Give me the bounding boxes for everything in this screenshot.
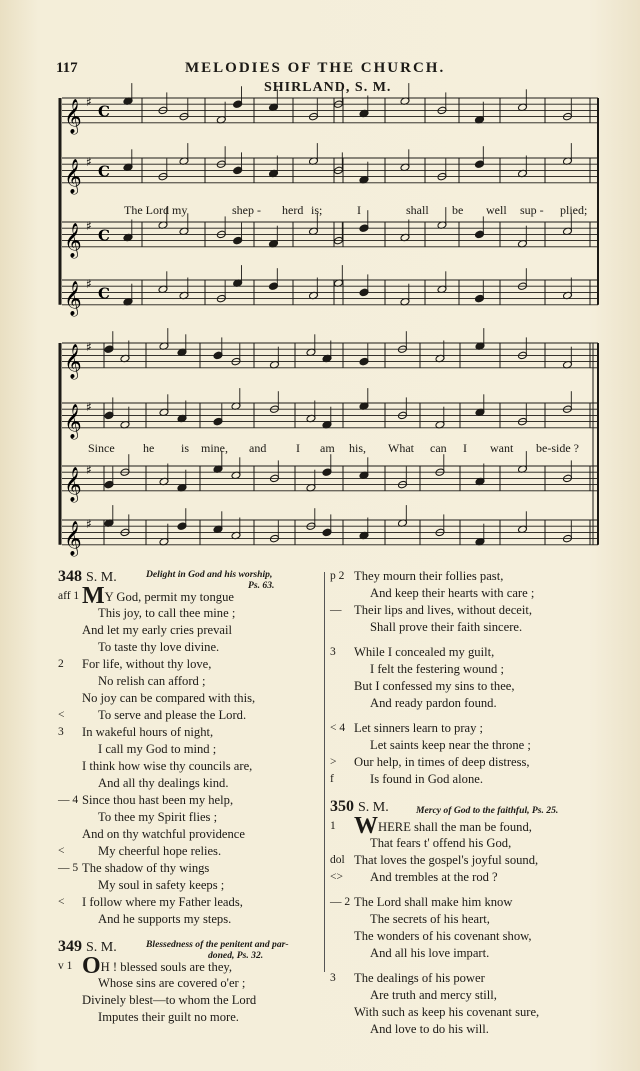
- verse-line: [330, 737, 630, 754]
- verse-line: [58, 622, 320, 639]
- verse-text: Let saints keep near the throne ;: [370, 738, 531, 752]
- verse-text: In wakeful hours of night,: [82, 725, 214, 739]
- verse-text: To taste thy love divine.: [98, 640, 220, 654]
- verse-line: [330, 945, 630, 962]
- verse-text: Y God, permit my tongue: [104, 590, 234, 604]
- verse-text: And trembles at the rod ?: [370, 870, 498, 884]
- verse-text: Whose sins are covered o'er ;: [98, 976, 246, 990]
- hymn-subtitle: Mercy of God to the faithful, Ps. 25.: [416, 805, 559, 816]
- key-signature-sharp: ♯: [86, 277, 92, 292]
- verse-text: To serve and please the Lord.: [98, 708, 247, 722]
- verse-line: [330, 894, 630, 911]
- hymn-349-continued: [330, 568, 630, 788]
- dynamic-mark: 1: [330, 820, 336, 832]
- verse-line: [58, 1009, 320, 1026]
- verse-text: The Lord shall make him know: [354, 895, 513, 909]
- verse-line: [58, 826, 320, 843]
- verse-line: [330, 1004, 630, 1021]
- verse-line: [330, 619, 630, 636]
- verse-text: While I concealed my guilt,: [354, 645, 495, 659]
- key-signature-sharp: ♯: [86, 340, 92, 355]
- drop-initial: M: [82, 583, 105, 609]
- verse-line: [330, 602, 630, 619]
- verse-line: [58, 605, 320, 622]
- time-signature: C: [98, 284, 110, 303]
- dynamic-mark: aff 1: [58, 590, 80, 602]
- lyric-syllable: shall: [406, 203, 429, 217]
- dynamic-mark: 3: [58, 726, 64, 738]
- treble-clef: 𝄞: [64, 158, 82, 194]
- verse-text: That loves the gospel's joyful sound,: [354, 853, 539, 867]
- verse-line: [58, 809, 320, 826]
- lyric-syllable: sup -: [520, 203, 544, 217]
- verse-text: With such as keep his covenant sure,: [354, 1005, 540, 1019]
- verse-text: H ! blessed souls are they,: [100, 960, 233, 974]
- verse-text: The secrets of his heart,: [370, 912, 490, 926]
- verse-text: And all his love impart.: [370, 946, 490, 960]
- hymn-subtitle: Delight in God and his worship,: [146, 569, 273, 580]
- lyric-syllable: is;: [311, 203, 323, 217]
- verse-line: [330, 678, 630, 695]
- verse-text: And keep their hearts with care ;: [370, 586, 535, 600]
- verse-text: Is found in God alone.: [370, 772, 483, 786]
- verse-line: [330, 644, 630, 661]
- verse-line: [330, 695, 630, 712]
- verse-text: And ready pardon found.: [370, 696, 497, 710]
- dynamic-mark: <: [58, 709, 65, 721]
- column-divider: [324, 572, 325, 972]
- verse-line: [58, 843, 320, 860]
- dynamic-mark: —: [330, 604, 342, 616]
- verse-line: [58, 975, 320, 992]
- verse-line: [58, 656, 320, 673]
- lyric-syllable: am: [320, 441, 335, 455]
- verse-line: [58, 860, 320, 877]
- verse-text: Their lips and lives, without deceit,: [354, 603, 533, 617]
- lyric-syllable: mine,: [201, 441, 228, 455]
- verse-line: [58, 758, 320, 775]
- lyric-syllable: is: [181, 441, 190, 455]
- verse-line: [330, 852, 630, 869]
- verse-line: [330, 720, 630, 737]
- verse-text: And let my early cries prevail: [82, 623, 233, 637]
- verse-line: [58, 707, 320, 724]
- drop-initial: W: [354, 813, 378, 839]
- dynamic-mark: f: [330, 773, 334, 785]
- dynamic-mark: — 5: [58, 862, 79, 874]
- treble-clef: 𝄞: [64, 403, 82, 439]
- lyric-syllable: can: [430, 441, 447, 455]
- lyric-syllable: Since: [88, 441, 115, 455]
- hymn-number: 349: [58, 938, 82, 955]
- verse-text: And love to do his will.: [370, 1022, 489, 1036]
- verse-line: [58, 911, 320, 928]
- verse-line: [330, 911, 630, 928]
- lyric-syllable: shep -: [232, 203, 261, 217]
- verse-line: [58, 792, 320, 809]
- hymn-350-text: [330, 813, 630, 1038]
- verse-text: Imputes their guilt no more.: [98, 1010, 239, 1024]
- verse-line: [58, 741, 320, 758]
- dynamic-mark: dol: [330, 854, 345, 866]
- verse-text: No relish can afford ;: [98, 674, 206, 688]
- key-signature-sharp: ♯: [86, 155, 92, 170]
- verse-text: And all thy dealings kind.: [98, 776, 229, 790]
- verse-text: And he supports my steps.: [98, 912, 232, 926]
- key-signature-sharp: ♯: [86, 95, 92, 110]
- dynamic-mark: < 4: [330, 722, 346, 734]
- verse-line: [330, 970, 630, 987]
- verse-line: [58, 877, 320, 894]
- verse-line: [330, 886, 630, 894]
- verse-text: I follow where my Father leads,: [82, 895, 243, 909]
- time-signature: C: [98, 102, 110, 121]
- hymn-meter: S. M.: [86, 940, 117, 955]
- lyric-syllable: want: [490, 441, 514, 455]
- dynamic-mark: v 1: [58, 960, 73, 972]
- verse-line: [330, 771, 630, 788]
- lyric-syllable: well: [486, 203, 507, 217]
- hymn-meter: S. M.: [86, 570, 117, 585]
- verse-line: [330, 712, 630, 720]
- lyric-syllable: be-side ?: [536, 441, 579, 455]
- verse-text: And on thy watchful providence: [82, 827, 245, 841]
- hymn-number: 348: [58, 568, 82, 585]
- verse-text: The dealings of his power: [354, 971, 485, 985]
- hymn-meter: S. M.: [358, 800, 389, 815]
- verse-line: [330, 754, 630, 771]
- verse-text: My cheerful hope relies.: [98, 844, 222, 858]
- key-signature-sharp: ♯: [86, 517, 92, 532]
- lyric-syllable: he: [143, 441, 155, 455]
- key-signature-sharp: ♯: [86, 400, 92, 415]
- treble-clef: 𝄞: [64, 280, 82, 316]
- time-signature: C: [98, 226, 110, 245]
- dynamic-mark: p 2: [330, 570, 345, 582]
- verse-line: [330, 585, 630, 602]
- treble-clef: 𝄞: [64, 466, 82, 502]
- verse-text: I call my God to mind ;: [98, 742, 217, 756]
- key-signature-sharp: ♯: [86, 219, 92, 234]
- lyric-syllable: The Lord my: [124, 203, 188, 217]
- dynamic-mark: 3: [330, 972, 336, 984]
- verse-line: [58, 992, 320, 1009]
- verse-text: I felt the festering wound ;: [370, 662, 504, 676]
- left-column: [58, 568, 320, 1026]
- lyric-syllable: plied;: [560, 203, 588, 217]
- verse-text: They mourn their follies past,: [354, 569, 504, 583]
- lyric-syllable: What: [388, 441, 414, 455]
- verse-line: [330, 568, 630, 585]
- verse-text: Since thou hast been my help,: [82, 793, 234, 807]
- lyric-syllable: I: [463, 441, 467, 455]
- hymn-subtitle-ref: Ps. 63.: [248, 580, 275, 591]
- verse-text: My soul in safety keeps ;: [98, 878, 225, 892]
- verse-text: For life, without thy love,: [82, 657, 212, 671]
- verse-text: This joy, to call thee mine ;: [98, 606, 236, 620]
- page-number: 117: [56, 60, 78, 76]
- dynamic-mark: <: [58, 896, 65, 908]
- key-signature-sharp: ♯: [86, 463, 92, 478]
- verse-line: [58, 894, 320, 911]
- running-title: MELODIES OF THE CHURCH.: [185, 60, 446, 76]
- right-column: [330, 568, 630, 1038]
- dynamic-mark: 2: [58, 658, 64, 670]
- verse-text: No joy can be compared with this,: [82, 691, 256, 705]
- verse-line: [58, 639, 320, 656]
- verse-text: That fears t' offend his God,: [370, 836, 512, 850]
- verse-text: To thee my Spirit flies ;: [98, 810, 218, 824]
- verse-line: [330, 962, 630, 970]
- tune-title: SHIRLAND, S. M.: [264, 80, 392, 95]
- verse-line: [330, 813, 630, 839]
- verse-text: The shadow of thy wings: [82, 861, 210, 875]
- dynamic-mark: <: [58, 845, 65, 857]
- verse-text: Let sinners learn to pray ;: [354, 721, 484, 735]
- verse-line: [330, 636, 630, 644]
- verse-line: [330, 987, 630, 1004]
- staff-systems: [60, 83, 598, 557]
- hymn-subtitle: Blessedness of the penitent and par-: [146, 939, 289, 950]
- lyric-syllable: I: [296, 441, 300, 455]
- lyric-syllable: and: [249, 441, 267, 455]
- verse-text: Divinely blest—to whom the Lord: [82, 993, 257, 1007]
- verse-line: [58, 690, 320, 707]
- treble-clef: 𝄞: [64, 98, 82, 134]
- lyric-syllable: be: [452, 203, 464, 217]
- verse-text: But I confessed my sins to thee,: [354, 679, 515, 693]
- verse-line: [330, 869, 630, 886]
- dynamic-mark: <>: [330, 871, 343, 883]
- treble-clef: 𝄞: [64, 343, 82, 379]
- lyric-syllable: his,: [349, 441, 367, 455]
- verse-line: [330, 928, 630, 945]
- drop-initial: O: [82, 953, 101, 979]
- verse-text: I think how wise thy councils are,: [82, 759, 253, 773]
- verse-text: Our help, in times of deep distress,: [354, 755, 530, 769]
- treble-clef: 𝄞: [64, 520, 82, 556]
- verse-text: Shall prove their faith sincere.: [370, 620, 523, 634]
- time-signature: C: [98, 162, 110, 181]
- dynamic-mark: >: [330, 756, 337, 768]
- verse-line: [330, 835, 630, 852]
- verse-text: HERE shall the man be found,: [378, 820, 532, 834]
- treble-clef: 𝄞: [64, 222, 82, 258]
- hymn-number: 350: [330, 798, 354, 815]
- verse-line: [330, 661, 630, 678]
- lyric-syllable: herd: [282, 203, 304, 217]
- hymn-subtitle-ref: doned, Ps. 32.: [208, 950, 264, 961]
- verse-text: The wonders of his covenant show,: [354, 929, 532, 943]
- verse-text: Are truth and mercy still,: [370, 988, 497, 1002]
- lyric-syllable: I: [357, 203, 361, 217]
- dynamic-mark: — 4: [58, 794, 79, 806]
- verse-line: [58, 673, 320, 690]
- verse-line: [330, 1021, 630, 1038]
- verse-line: [58, 724, 320, 741]
- dynamic-mark: — 2: [330, 896, 351, 908]
- dynamic-mark: 3: [330, 646, 336, 658]
- verse-line: [58, 775, 320, 792]
